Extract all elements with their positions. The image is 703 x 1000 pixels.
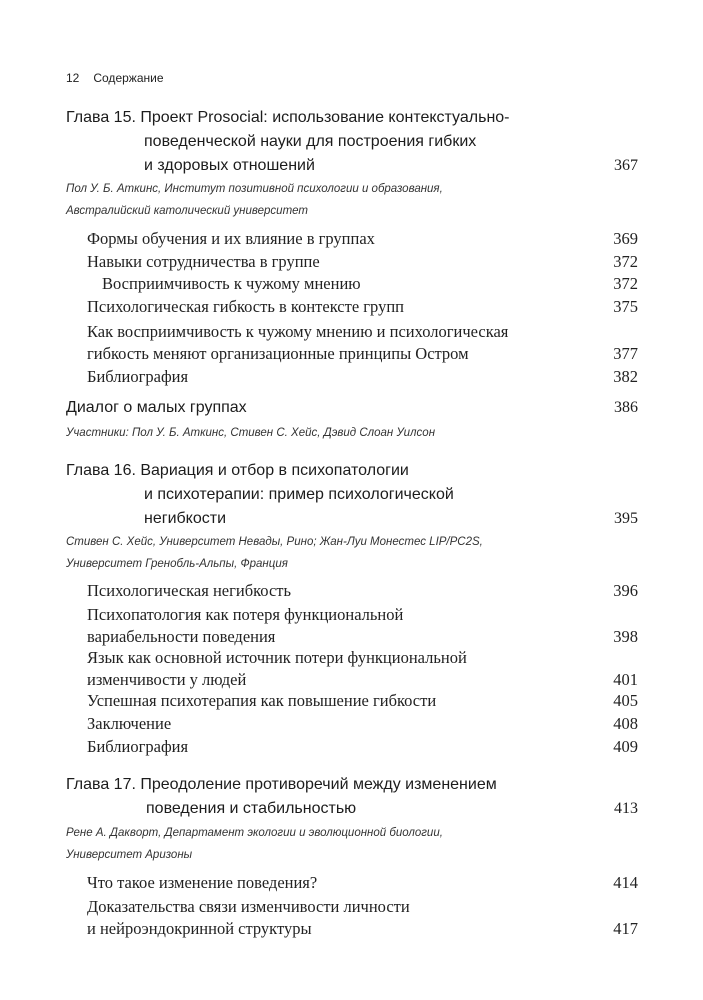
toc-entry: Доказательства связи изменчивости личности и нейроэндокринной структуры 417 [87,897,638,938]
toc-entry: Язык как основной источник потери функциональной изменчивости у людей 401 [87,648,638,689]
chapter-17-page: 413 [614,800,638,817]
toc-entry: Навыки сотрудничества в группе 372 [87,252,638,271]
toc-entry: Как восприимчивость к чужому мнению и психологическая гибкость меняют организационные принципы Остром 377 [87,322,638,363]
chapter-15-title: Глава 15. Проект Prosocial: использование контекстуально- поведенческой науки для построения гибких и здоровых отношений 367 [66,106,638,178]
toc-entry: Успешная психотерапия как повышение гибкости 405 [87,691,638,710]
chapter-16-authors: Стивен С. Хейс, Университет Невады, Рино; Жан-Луи Монестес LIP/PC2S, Университет Гренобль-Альпы, Франция [66,536,483,570]
toc-entry: Психологическая негибкость 396 [87,581,638,600]
chapter-16-title: Глава 16. Вариация и отбор в психопатологии и психотерапии: пример психологической негибкости 395 [66,459,638,531]
chapter-15-page: 367 [614,157,638,174]
toc-entry: Библиография 382 [87,367,638,386]
toc-subentry: Восприимчивость к чужому мнению 372 [102,274,638,293]
toc-entry: Психологическая гибкость в контексте групп 375 [87,297,638,316]
section-title: Содержание [93,71,164,85]
dialog-participants: Участники: Пол У. Б. Аткинс, Стивен С. Хейс, Дэвид Слоан Уилсон [66,427,436,439]
toc-entry: Что такое изменение поведения? 414 [87,873,638,892]
chapter-16-page: 395 [614,510,638,527]
toc-entry: Библиография 409 [87,737,638,756]
running-head [66,71,164,85]
toc-entry: Формы обучения и их влияние в группах 369 [87,229,638,248]
chapter-17-title: Глава 17. Преодоление противоречий между изменением поведения и стабильностью 413 [66,773,638,821]
toc-entry: Заключение 408 [87,714,638,733]
dialog-page: 386 [614,399,638,416]
chapter-17-authors: Рене А. Даквoрт, Департамент экологии и эволюционной биологии, Университет Аризоны [66,827,443,861]
chapter-15-authors: Пол У. Б. Аткинс, Институт позитивной психологии и образования, Австралийский католический университет [66,183,443,217]
toc-entry: Психопатология как потеря функциональной вариабельности поведения 398 [87,605,638,646]
page-number: 12 [66,71,80,85]
dialog-title: Диалог о малых группах 386 [66,396,638,420]
